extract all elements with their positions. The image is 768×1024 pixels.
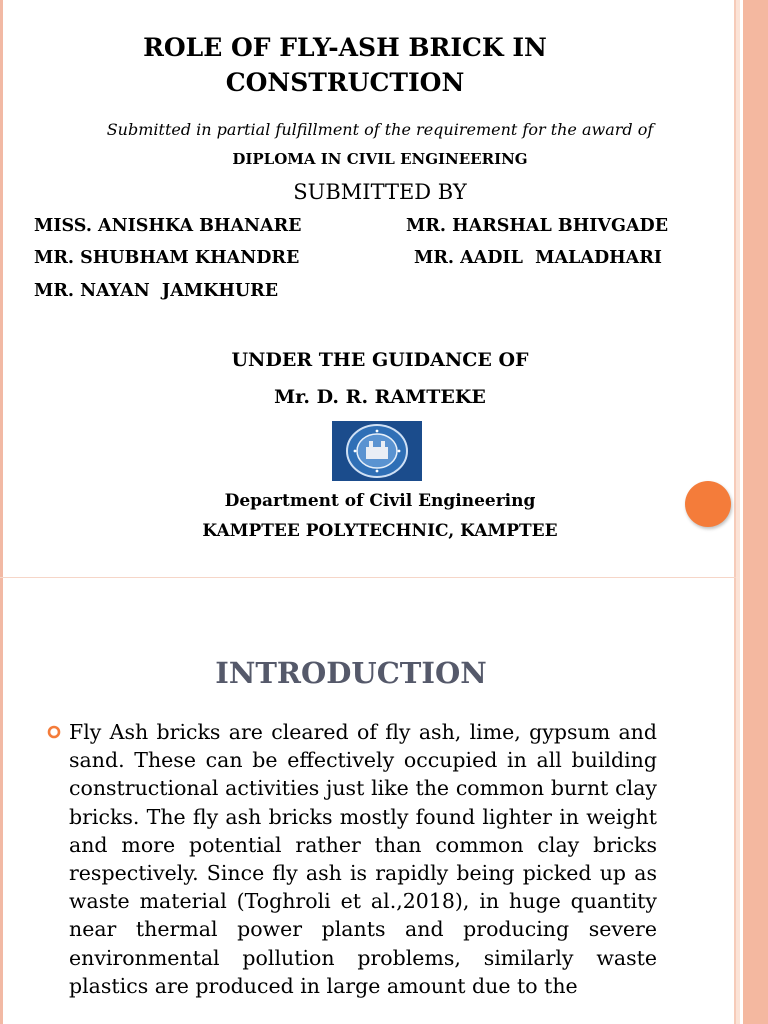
left-border-line xyxy=(0,0,3,1024)
college-logo-emblem xyxy=(339,423,415,479)
slide-divider xyxy=(0,577,736,578)
department-name: Department of Civil Engineering xyxy=(224,491,536,511)
introduction-heading: INTRODUCTION xyxy=(215,656,487,690)
guidance-heading: UNDER THE GUIDANCE OF xyxy=(231,349,529,371)
introduction-paragraph: Fly Ash bricks are cleared of fly ash, lime, gypsum and sand. These can be effectively occupied in all building constructional activities just like the common burnt clay bricks. The fly ash bricks mostly found lighter in weight and more potential rather than common clay bricks respectively. Since fly ash is rapidly being picked up as waste material (Toghroli et al.,2018), in huge quantity near thermal power plants and producing severe environmental pollution problems, similarly waste plastics are produced in large amount due to the xyxy=(69,720,657,998)
presentation-title: ROLE OF FLY-ASH BRICK IN CONSTRUCTION xyxy=(143,33,547,97)
member-name: MISS. ANISHKA BHANARE xyxy=(34,216,302,236)
college-logo xyxy=(332,421,422,481)
guide-name: Mr. D. R. RAMTEKE xyxy=(274,386,486,408)
submission-note: Submitted in partial fulfillment of the requirement for the award of xyxy=(106,120,654,139)
right-decorative-band xyxy=(736,0,768,1024)
college-name: KAMPTEE POLYTECHNIC, KAMPTEE xyxy=(202,521,558,541)
member-name: MR. AADIL MALADHARI xyxy=(414,248,662,268)
submitted-by-heading: SUBMITTED BY xyxy=(293,180,467,204)
member-name: MR. HARSHAL BHIVGADE xyxy=(406,216,669,236)
circle-bullet-icon xyxy=(47,725,61,739)
member-name: MR. SHUBHAM KHANDRE xyxy=(34,248,300,268)
diploma-title: DIPLOMA IN CIVIL ENGINEERING xyxy=(232,150,528,168)
member-name: MR. NAYAN JAMKHURE xyxy=(34,281,279,301)
